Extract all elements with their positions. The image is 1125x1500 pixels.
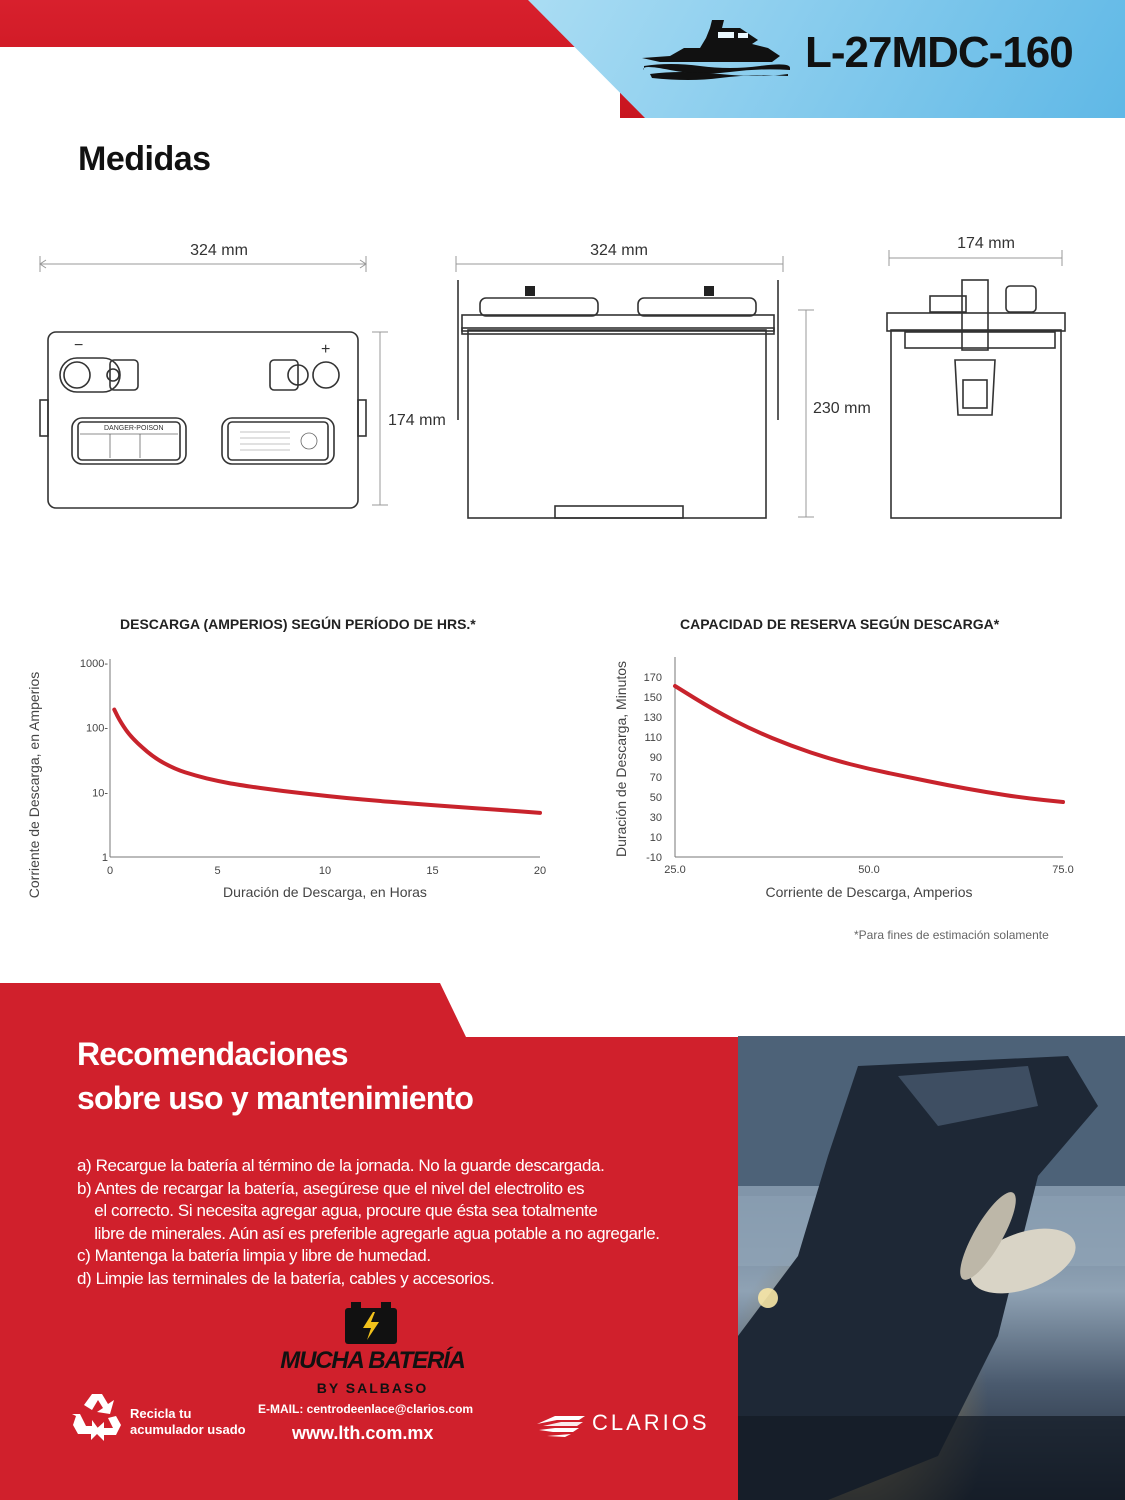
top-view-width-label: 324 mm <box>190 242 248 259</box>
side-view-drawing <box>887 235 1065 518</box>
chart2-y-tick-label: -10 <box>646 852 662 864</box>
front-view-height-label: 230 mm <box>813 400 871 417</box>
side-view-width-label: 174 mm <box>957 235 1015 252</box>
chart2-x-tick-label: 50.0 <box>858 864 880 876</box>
recommendations-title-line2: sobre uso y mantenimiento <box>77 1080 474 1116</box>
list-item: b) Antes de recargar la batería, asegúrese que el nivel del electrolito es <box>77 1178 585 1198</box>
chart1-x-tick-label: 5 <box>214 865 221 877</box>
header-white-band <box>0 47 620 118</box>
chart2-x-axis-label: Corriente de Descarga, Amperios <box>765 884 973 900</box>
chart2-y-tick-label: 150 <box>643 692 662 704</box>
contact-email[interactable]: E-MAIL: centrodeenlace@clarios.com <box>258 1402 474 1416</box>
chart1-x-axis-label: Duración de Descarga, en Horas <box>223 884 427 900</box>
recommendations-title <box>77 1032 473 1120</box>
chart2-y-tick-label: 30 <box>649 812 662 824</box>
model-title: L-27MDC-160 <box>805 28 1073 77</box>
recycle-line1: Recicla tu <box>130 1406 192 1421</box>
clarios-brand: CLARIOS <box>592 1410 710 1435</box>
chart2-y-tick-label: 70 <box>649 772 662 784</box>
chart1-x-tick-label: 20 <box>533 865 547 877</box>
battery-logo-icon <box>343 1300 399 1346</box>
list-item: libre de minerales. Aún así es preferible agregarle agua potable a no agregarle. <box>77 1223 660 1243</box>
front-view-drawing <box>456 242 871 518</box>
recycle-icon <box>70 1390 124 1442</box>
boat-icon <box>640 18 790 84</box>
chart2-y-axis-label: Duración de Descarga, Minutos <box>613 660 629 858</box>
chart1-x-tick-label: 0 <box>106 865 114 877</box>
chart2-y-tick-label: 50 <box>649 792 662 804</box>
list-item: d) Limpie las terminales de la batería, cables y accesorios. <box>77 1268 495 1288</box>
website-link[interactable]: www.lth.com.mx <box>292 1423 434 1443</box>
chart2-x-tick-label: 75.0 <box>1052 864 1074 876</box>
recommendations-list <box>77 1155 717 1290</box>
chart2-reserve-capacity <box>600 645 1090 905</box>
chart2-y-tick-label: 90 <box>649 752 662 764</box>
chart1-y-tick-label: 10- <box>92 787 108 800</box>
list-item: a) Recargue la batería al término de la jornada. No la guarde descargada. <box>77 1156 605 1175</box>
chart1-x-tick-label: 15 <box>426 865 439 877</box>
chart2-y-tick-label: 170 <box>643 672 662 684</box>
chart1-y-tick-label: 1 <box>101 852 108 864</box>
chart1-y-tick-label: 1000- <box>79 658 108 670</box>
positive-sign: + <box>321 341 331 358</box>
clarios-logo-icon <box>535 1410 587 1438</box>
recycle-message <box>130 1406 246 1438</box>
chart1-x-tick-label: 10 <box>318 865 332 877</box>
recommendations-title-line1: Recomendaciones <box>77 1036 348 1072</box>
chart1-series-line <box>114 710 540 813</box>
estimation-footnote: *Para fines de estimación solamente <box>854 928 1049 942</box>
chart1-y-tick-label: 100- <box>85 722 108 735</box>
negative-sign: − <box>74 337 84 354</box>
panel-top-notch <box>0 983 1125 1037</box>
chart1-discharge-by-hours <box>20 645 560 905</box>
chart2-series-line <box>675 686 1063 802</box>
top-view-drawing <box>40 242 446 508</box>
dimension-drawings <box>0 220 1125 530</box>
store-logo-name: MUCHA BATERÍA <box>280 1347 465 1374</box>
list-item: c) Mantenga la batería limpia y libre de humedad. <box>77 1246 431 1265</box>
front-view-width-label: 324 mm <box>590 242 648 259</box>
list-item: el correcto. Si necesita agregar agua, procure que ésta sea totalmente <box>77 1201 598 1220</box>
chart2-y-tick-label: 130 <box>643 712 662 724</box>
top-view-depth-label: 174 mm <box>388 412 446 429</box>
chart2-y-tick-label: 110 <box>644 732 662 744</box>
store-logo-sub: BY SALBASO <box>316 1380 429 1396</box>
recycle-line2: acumulador usado <box>130 1422 246 1437</box>
chart1-y-axis-label: Corriente de Descarga, en Amperios <box>26 671 42 899</box>
chart2-title: CAPACIDAD DE RESERVA SEGÚN DESCARGA* <box>680 616 1000 632</box>
chart2-y-tick-label: 10 <box>649 832 662 844</box>
chart1-title: DESCARGA (AMPERIOS) SEGÚN PERÍODO DE HRS.* <box>120 616 476 632</box>
warning-label-text: DANGER-POISON <box>104 425 164 432</box>
outboard-motor-photo <box>738 1036 1125 1500</box>
chart2-x-tick-label: 25.0 <box>664 864 686 876</box>
section-title-medidas: Medidas <box>78 140 211 178</box>
